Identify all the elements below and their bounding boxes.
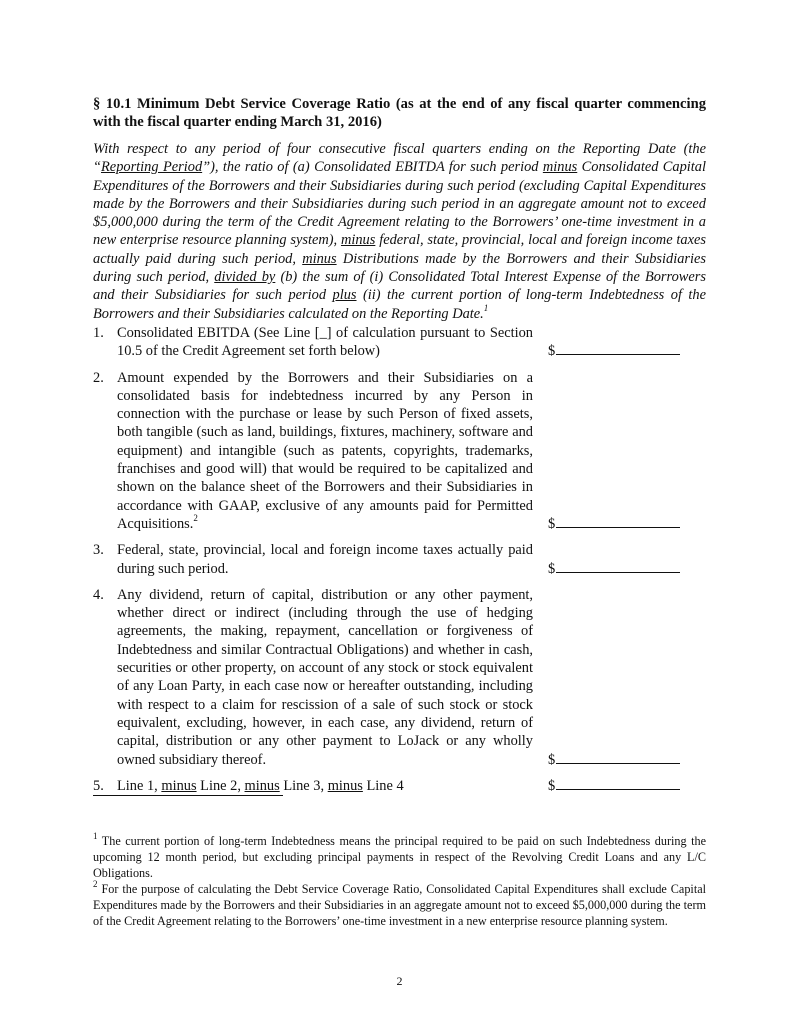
item-text: Line 3, bbox=[279, 777, 328, 794]
dollar-sign: $ bbox=[548, 515, 556, 532]
intro-text-2: ”), the ratio of (a) Consolidated EBITDA for such period bbox=[202, 159, 543, 176]
minus-term: minus bbox=[161, 777, 197, 794]
item-number: 2. bbox=[93, 369, 104, 386]
line-item bbox=[93, 541, 693, 578]
footnote-ref: 2 bbox=[193, 513, 198, 524]
reporting-period-term: Reporting Period bbox=[101, 159, 203, 176]
amount-blank bbox=[548, 775, 680, 795]
intro-text-7: (ii) the current portion of long-term Indebtedness of the Borrowers and their Subsidiaries calculated on the Reporting Date. bbox=[93, 287, 706, 322]
minus-term: minus bbox=[327, 777, 363, 794]
intro-text-1: With respect to any period of four consecutive fiscal quarters ending on the Reporting Date (the “ bbox=[93, 141, 706, 176]
amount-blank bbox=[548, 340, 680, 360]
amount-line bbox=[556, 749, 680, 764]
item-number: 5. bbox=[93, 777, 104, 794]
footnote-mark: 2 bbox=[93, 878, 98, 889]
footnote-divider bbox=[93, 795, 283, 796]
minus-term: minus bbox=[244, 777, 280, 794]
item-text: Line 2, bbox=[196, 777, 245, 794]
intro-text-3: Consolidated Capital Expenditures of the Borrowers and their Subsidiaries during such period (excluding Capital Expenditures made by the Borrowers and their Subsidiaries during such period in an aggregate amount not to exceed $5,000,000 during the term of the Credit Agreement relating to the Borrowers’ one-time investment in a new enterprise resource planning system), bbox=[93, 159, 706, 249]
item-text-block bbox=[117, 777, 533, 795]
item-text: Federal, state, provincial, local and foreign income taxes actually paid during such period. bbox=[117, 542, 533, 577]
intro-paragraph bbox=[93, 140, 706, 323]
item-text: Consolidated EBITDA (See Line [_] of calculation pursuant to Section 10.5 of the Credit Agreement set forth below) bbox=[117, 325, 533, 360]
intro-text-6: (b) the sum of (i) Consolidated Total Interest Expense of the Borrowers and their Subsidiaries for such period bbox=[93, 269, 706, 304]
line-item bbox=[93, 369, 693, 534]
dollar-sign: $ bbox=[548, 560, 556, 577]
dollar-sign: $ bbox=[548, 751, 556, 768]
footnotes bbox=[93, 830, 706, 929]
amount-line bbox=[556, 558, 680, 573]
minus-term: minus bbox=[302, 250, 337, 267]
item-number: 3. bbox=[93, 542, 104, 559]
plus-term: plus bbox=[332, 287, 357, 304]
dollar-sign: $ bbox=[548, 343, 556, 360]
amount-blank bbox=[548, 513, 680, 533]
line-item bbox=[93, 324, 693, 361]
intro-text-4: federal, state, provincial, local and foreign income taxes actually paid during such period, bbox=[93, 232, 706, 267]
amount-line bbox=[556, 513, 680, 528]
item-text: Line 4 bbox=[362, 777, 404, 794]
line-items-list bbox=[93, 324, 693, 803]
amount-blank bbox=[548, 749, 680, 769]
footnote bbox=[93, 830, 706, 881]
amount-line bbox=[556, 775, 680, 790]
footnote-ref: 1 bbox=[483, 302, 489, 313]
line-item bbox=[93, 586, 693, 769]
section-heading: § 10.1 Minimum Debt Service Coverage Ratio (as at the end of any fiscal quarter commencing with the fiscal quarter ending March 31, 2016) bbox=[93, 96, 706, 130]
item-text: Line 1, bbox=[117, 777, 162, 794]
minus-term: minus bbox=[340, 232, 376, 249]
dollar-sign: $ bbox=[548, 777, 556, 794]
minus-term: minus bbox=[542, 159, 578, 176]
item-text: Amount expended by the Borrowers and their Subsidiaries on a consolidated basis for indebtedness incurred by any Person in connection with the purchase or lease by such Person of fixed assets, both tangible (such as land, buildings, fixtures, machinery, software and equipment) and intangible (such as patents, copyrights, trademarks, franchises and good will) that would be required to be capitalized and shown on the balance sheet of the Borrowers and their Subsidiaries in accordance with GAAP, exclusive of any amounts paid for Permitted Acquisitions. bbox=[117, 369, 533, 532]
line-item bbox=[93, 777, 693, 795]
footnote-text: The current portion of long-term Indebtedness means the principal required to be paid on such Indebtedness during the upcoming 12 month period, but excluding principal payments in respect of the Revolving Credit Loans and any L/C Obligations. bbox=[93, 834, 706, 880]
footnote-mark: 1 bbox=[93, 830, 98, 841]
item-text: Any dividend, return of capital, distribution or any other payment, whether direct or indirect (including through the use of hedging agreements, the making, repayment, cancellation or forgiveness of Indebtedness and similar Contractual Obligations) and whether in cash, securities or other property, on account of any stock or stock equivalent of any Loan Party, in each case now or hereafter outstanding, including with respect to a claim for rescission of a sale of such stock or stock equivalent, excluding, however, in each case, any dividend, return of capital, distribution or any other payment to LoJack or any wholly owned subsidiary thereof. bbox=[117, 586, 533, 768]
amount-line bbox=[556, 340, 680, 355]
intro-text-5: Distributions made by the Borrowers and their Subsidiaries during such period, bbox=[93, 250, 706, 286]
item-number: 4. bbox=[93, 586, 104, 603]
amount-blank bbox=[548, 558, 680, 578]
page-number: 2 bbox=[396, 974, 403, 988]
footnote-text: For the purpose of calculating the Debt Service Coverage Ratio, Consolidated Capital Expenditures shall exclude Capital Expenditures made by the Borrowers and their Subsidiaries in an aggregate amount not to exceed $5,000,000 during the term of the Credit Agreement relating to the Borrowers’ one-time investment in a new enterprise resource planning system. bbox=[93, 882, 706, 928]
item-text-block bbox=[117, 369, 533, 534]
divided-by-term: divided by bbox=[214, 269, 276, 286]
footnote bbox=[93, 878, 706, 929]
item-number: 1. bbox=[93, 325, 104, 341]
